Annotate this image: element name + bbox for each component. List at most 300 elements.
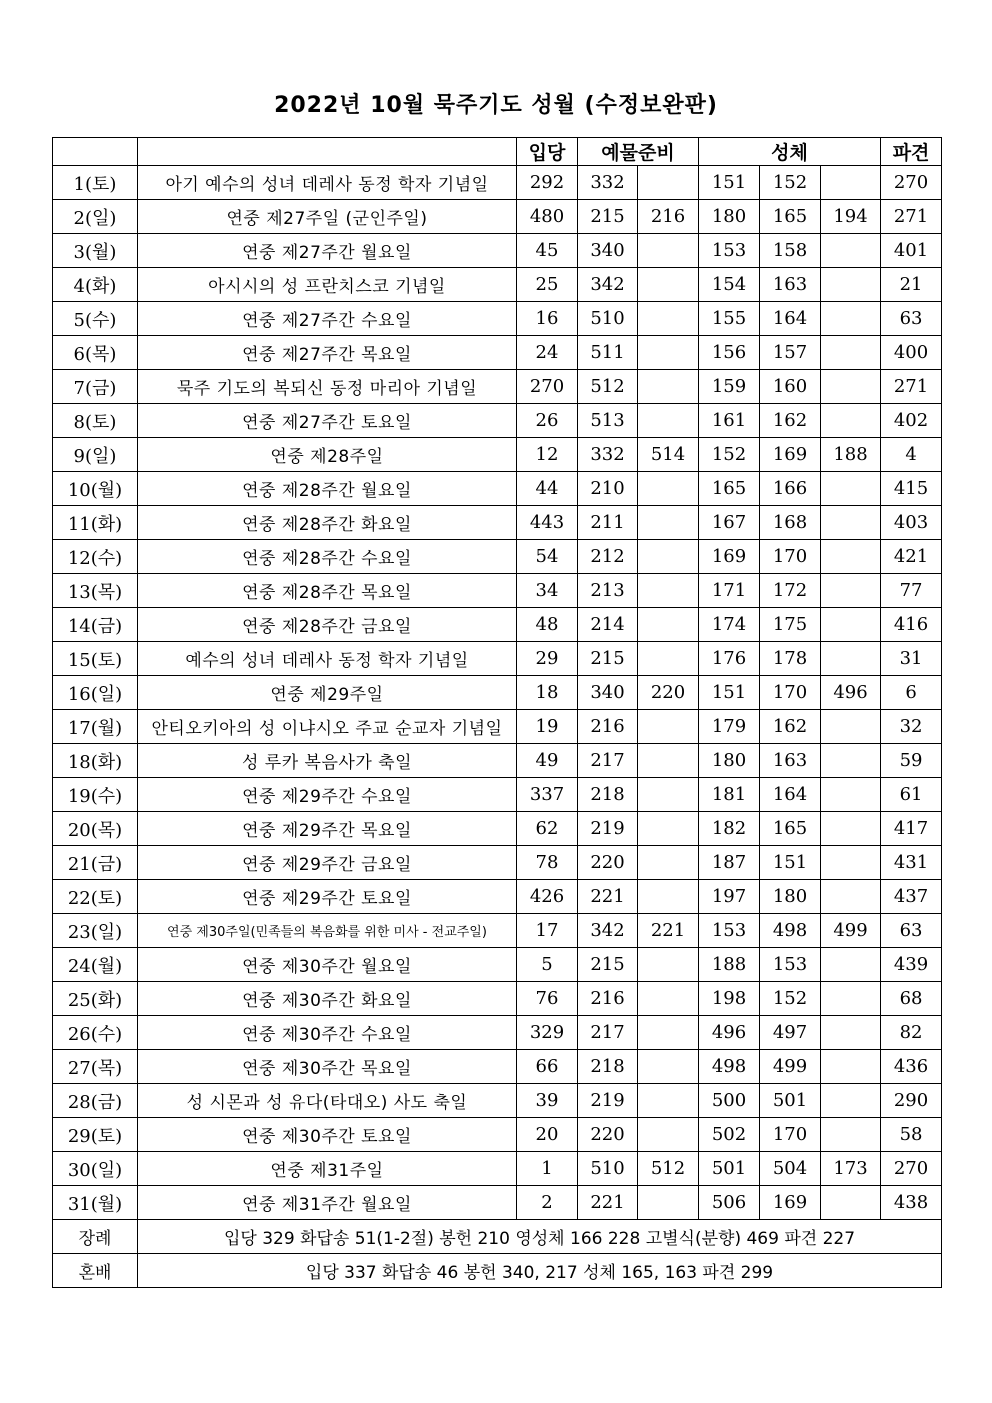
communion-3-cell — [821, 302, 881, 336]
communion-2-cell: 498 — [760, 914, 821, 948]
communion-3-cell: 496 — [821, 676, 881, 710]
celebration-cell: 연중 제31주간 월요일 — [138, 1186, 517, 1220]
communion-1-cell: 152 — [699, 438, 760, 472]
communion-2-cell: 151 — [760, 846, 821, 880]
communion-1-cell: 156 — [699, 336, 760, 370]
offertory-2-cell — [638, 574, 699, 608]
communion-3-cell — [821, 880, 881, 914]
date-cell: 13(목) — [53, 574, 138, 608]
date-cell: 10(월) — [53, 472, 138, 506]
date-cell: 16(일) — [53, 676, 138, 710]
table-row — [53, 1084, 942, 1118]
entrance-cell: 270 — [517, 370, 578, 404]
communion-1-cell: 174 — [699, 608, 760, 642]
communion-3-cell — [821, 234, 881, 268]
celebration-cell: 연중 제27주간 수요일 — [138, 302, 517, 336]
offertory-2-cell — [638, 846, 699, 880]
recessional-cell: 270 — [881, 1152, 942, 1186]
footer-row — [53, 1254, 942, 1288]
recessional-cell: 421 — [881, 540, 942, 574]
header-communion: 성체 — [699, 138, 881, 166]
communion-3-cell — [821, 642, 881, 676]
table-row — [53, 846, 942, 880]
communion-1-cell: 169 — [699, 540, 760, 574]
table-row — [53, 1186, 942, 1220]
table-row — [53, 1050, 942, 1084]
offertory-2-cell: 220 — [638, 676, 699, 710]
communion-3-cell — [821, 1118, 881, 1152]
table-body — [53, 166, 942, 1288]
celebration-cell: 연중 제29주간 금요일 — [138, 846, 517, 880]
communion-2-cell: 170 — [760, 540, 821, 574]
recessional-cell: 417 — [881, 812, 942, 846]
communion-1-cell: 155 — [699, 302, 760, 336]
celebration-cell: 연중 제29주간 수요일 — [138, 778, 517, 812]
communion-2-cell: 168 — [760, 506, 821, 540]
communion-1-cell: 161 — [699, 404, 760, 438]
communion-3-cell — [821, 1016, 881, 1050]
communion-2-cell: 166 — [760, 472, 821, 506]
header-offertory: 예물준비 — [578, 138, 699, 166]
offertory-1-cell: 340 — [578, 234, 638, 268]
table-row — [53, 948, 942, 982]
communion-2-cell: 153 — [760, 948, 821, 982]
offertory-1-cell: 511 — [578, 336, 638, 370]
entrance-cell: 66 — [517, 1050, 578, 1084]
recessional-cell: 270 — [881, 166, 942, 200]
offertory-1-cell: 219 — [578, 812, 638, 846]
entrance-cell: 76 — [517, 982, 578, 1016]
communion-3-cell — [821, 574, 881, 608]
communion-1-cell: 153 — [699, 914, 760, 948]
celebration-cell: 연중 제28주일 — [138, 438, 517, 472]
offertory-2-cell — [638, 948, 699, 982]
offertory-1-cell: 332 — [578, 166, 638, 200]
celebration-cell: 성 루카 복음사가 축일 — [138, 744, 517, 778]
offertory-1-cell: 342 — [578, 914, 638, 948]
recessional-cell: 6 — [881, 676, 942, 710]
offertory-1-cell: 217 — [578, 1016, 638, 1050]
recessional-cell: 431 — [881, 846, 942, 880]
entrance-cell: 44 — [517, 472, 578, 506]
table-row — [53, 234, 942, 268]
communion-1-cell: 167 — [699, 506, 760, 540]
entrance-cell: 12 — [517, 438, 578, 472]
offertory-2-cell — [638, 880, 699, 914]
offertory-2-cell — [638, 540, 699, 574]
offertory-2-cell — [638, 778, 699, 812]
offertory-2-cell — [638, 336, 699, 370]
date-cell: 5(수) — [53, 302, 138, 336]
table-row — [53, 200, 942, 234]
celebration-cell: 연중 제30주간 화요일 — [138, 982, 517, 1016]
date-cell: 22(토) — [53, 880, 138, 914]
celebration-cell: 연중 제27주간 토요일 — [138, 404, 517, 438]
recessional-cell: 415 — [881, 472, 942, 506]
table-row — [53, 1118, 942, 1152]
celebration-cell: 연중 제28주간 월요일 — [138, 472, 517, 506]
footer-label: 장례 — [53, 1220, 138, 1254]
date-cell: 20(목) — [53, 812, 138, 846]
offertory-1-cell: 217 — [578, 744, 638, 778]
communion-2-cell: 172 — [760, 574, 821, 608]
celebration-cell: 연중 제31주일 — [138, 1152, 517, 1186]
date-cell: 12(수) — [53, 540, 138, 574]
date-cell: 2(일) — [53, 200, 138, 234]
communion-1-cell: 182 — [699, 812, 760, 846]
communion-3-cell — [821, 1186, 881, 1220]
entrance-cell: 18 — [517, 676, 578, 710]
recessional-cell: 438 — [881, 1186, 942, 1220]
communion-3-cell — [821, 710, 881, 744]
communion-1-cell: 198 — [699, 982, 760, 1016]
entrance-cell: 5 — [517, 948, 578, 982]
table-row — [53, 880, 942, 914]
recessional-cell: 271 — [881, 200, 942, 234]
communion-3-cell — [821, 268, 881, 302]
table-row — [53, 778, 942, 812]
communion-2-cell: 165 — [760, 200, 821, 234]
recessional-cell: 31 — [881, 642, 942, 676]
recessional-cell: 401 — [881, 234, 942, 268]
offertory-1-cell: 510 — [578, 1152, 638, 1186]
date-cell: 19(수) — [53, 778, 138, 812]
table-row — [53, 710, 942, 744]
entrance-cell: 426 — [517, 880, 578, 914]
communion-2-cell: 152 — [760, 982, 821, 1016]
table-row — [53, 302, 942, 336]
date-cell: 27(목) — [53, 1050, 138, 1084]
table-row — [53, 812, 942, 846]
entrance-cell: 25 — [517, 268, 578, 302]
table-row — [53, 744, 942, 778]
date-cell: 8(토) — [53, 404, 138, 438]
recessional-cell: 436 — [881, 1050, 942, 1084]
entrance-cell: 49 — [517, 744, 578, 778]
recessional-cell: 82 — [881, 1016, 942, 1050]
date-cell: 4(화) — [53, 268, 138, 302]
offertory-1-cell: 216 — [578, 710, 638, 744]
offertory-1-cell: 510 — [578, 302, 638, 336]
communion-3-cell: 188 — [821, 438, 881, 472]
entrance-cell: 17 — [517, 914, 578, 948]
offertory-2-cell — [638, 1084, 699, 1118]
entrance-cell: 337 — [517, 778, 578, 812]
communion-3-cell: 173 — [821, 1152, 881, 1186]
celebration-cell: 연중 제30주간 목요일 — [138, 1050, 517, 1084]
offertory-1-cell: 220 — [578, 1118, 638, 1152]
communion-3-cell — [821, 506, 881, 540]
celebration-cell: 연중 제28주간 금요일 — [138, 608, 517, 642]
offertory-2-cell: 221 — [638, 914, 699, 948]
communion-3-cell — [821, 1084, 881, 1118]
communion-3-cell — [821, 404, 881, 438]
entrance-cell: 29 — [517, 642, 578, 676]
offertory-1-cell: 332 — [578, 438, 638, 472]
recessional-cell: 59 — [881, 744, 942, 778]
communion-1-cell: 496 — [699, 1016, 760, 1050]
communion-2-cell: 501 — [760, 1084, 821, 1118]
offertory-1-cell: 340 — [578, 676, 638, 710]
offertory-1-cell: 219 — [578, 1084, 638, 1118]
offertory-2-cell — [638, 234, 699, 268]
entrance-cell: 54 — [517, 540, 578, 574]
celebration-cell: 아시시의 성 프란치스코 기념일 — [138, 268, 517, 302]
offertory-2-cell — [638, 710, 699, 744]
communion-1-cell: 179 — [699, 710, 760, 744]
table-row — [53, 676, 942, 710]
recessional-cell: 58 — [881, 1118, 942, 1152]
recessional-cell: 21 — [881, 268, 942, 302]
date-cell: 26(수) — [53, 1016, 138, 1050]
communion-2-cell: 497 — [760, 1016, 821, 1050]
celebration-cell: 묵주 기도의 복되신 동정 마리아 기념일 — [138, 370, 517, 404]
communion-1-cell: 154 — [699, 268, 760, 302]
recessional-cell: 61 — [881, 778, 942, 812]
communion-2-cell: 169 — [760, 438, 821, 472]
footer-label: 혼배 — [53, 1254, 138, 1288]
offertory-2-cell — [638, 812, 699, 846]
offertory-2-cell: 216 — [638, 200, 699, 234]
communion-2-cell: 158 — [760, 234, 821, 268]
footer-text: 입당 329 화답송 51(1-2절) 봉헌 210 영성체 166 228 고별식(분향) 469 파견 227 — [138, 1220, 942, 1254]
offertory-2-cell — [638, 1050, 699, 1084]
offertory-1-cell: 218 — [578, 1050, 638, 1084]
celebration-cell: 연중 제28주간 화요일 — [138, 506, 517, 540]
recessional-cell: 63 — [881, 302, 942, 336]
offertory-1-cell: 512 — [578, 370, 638, 404]
celebration-cell: 아기 예수의 성녀 데레사 동정 학자 기념일 — [138, 166, 517, 200]
celebration-cell: 연중 제27주간 목요일 — [138, 336, 517, 370]
date-cell: 30(일) — [53, 1152, 138, 1186]
recessional-cell: 32 — [881, 710, 942, 744]
communion-2-cell: 163 — [760, 268, 821, 302]
recessional-cell: 437 — [881, 880, 942, 914]
communion-3-cell — [821, 846, 881, 880]
communion-2-cell: 164 — [760, 778, 821, 812]
table-row — [53, 982, 942, 1016]
offertory-1-cell: 216 — [578, 982, 638, 1016]
celebration-cell: 안티오키아의 성 이냐시오 주교 순교자 기념일 — [138, 710, 517, 744]
date-cell: 14(금) — [53, 608, 138, 642]
table-row — [53, 1016, 942, 1050]
communion-1-cell: 181 — [699, 778, 760, 812]
date-cell: 6(목) — [53, 336, 138, 370]
celebration-cell: 연중 제30주간 수요일 — [138, 1016, 517, 1050]
communion-3-cell — [821, 540, 881, 574]
offertory-2-cell — [638, 268, 699, 302]
table-row — [53, 472, 942, 506]
communion-3-cell — [821, 370, 881, 404]
date-cell: 31(월) — [53, 1186, 138, 1220]
date-cell: 9(일) — [53, 438, 138, 472]
recessional-cell: 402 — [881, 404, 942, 438]
date-cell: 29(토) — [53, 1118, 138, 1152]
celebration-cell: 연중 제30주일(민족들의 복음화를 위한 미사 - 전교주일) — [138, 914, 517, 948]
celebration-cell: 연중 제28주간 목요일 — [138, 574, 517, 608]
table-row — [53, 336, 942, 370]
communion-2-cell: 164 — [760, 302, 821, 336]
recessional-cell: 439 — [881, 948, 942, 982]
communion-2-cell: 170 — [760, 676, 821, 710]
offertory-2-cell — [638, 608, 699, 642]
recessional-cell: 290 — [881, 1084, 942, 1118]
communion-3-cell — [821, 608, 881, 642]
entrance-cell: 26 — [517, 404, 578, 438]
communion-1-cell: 151 — [699, 676, 760, 710]
entrance-cell: 39 — [517, 1084, 578, 1118]
communion-2-cell: 165 — [760, 812, 821, 846]
entrance-cell: 78 — [517, 846, 578, 880]
communion-1-cell: 187 — [699, 846, 760, 880]
communion-1-cell: 171 — [699, 574, 760, 608]
date-cell: 15(토) — [53, 642, 138, 676]
offertory-1-cell: 215 — [578, 948, 638, 982]
communion-1-cell: 501 — [699, 1152, 760, 1186]
communion-2-cell: 170 — [760, 1118, 821, 1152]
offertory-2-cell — [638, 370, 699, 404]
communion-1-cell: 500 — [699, 1084, 760, 1118]
hymn-schedule-table — [52, 137, 942, 1288]
offertory-2-cell — [638, 404, 699, 438]
celebration-cell: 연중 제29주일 — [138, 676, 517, 710]
entrance-cell: 20 — [517, 1118, 578, 1152]
communion-3-cell — [821, 744, 881, 778]
communion-1-cell: 498 — [699, 1050, 760, 1084]
date-cell: 24(월) — [53, 948, 138, 982]
communion-3-cell — [821, 472, 881, 506]
header-row — [53, 138, 942, 166]
header-celebration — [138, 138, 517, 166]
communion-1-cell: 506 — [699, 1186, 760, 1220]
offertory-2-cell — [638, 1186, 699, 1220]
offertory-1-cell: 342 — [578, 268, 638, 302]
offertory-1-cell: 221 — [578, 880, 638, 914]
communion-3-cell — [821, 1050, 881, 1084]
communion-2-cell: 180 — [760, 880, 821, 914]
celebration-cell: 연중 제28주간 수요일 — [138, 540, 517, 574]
recessional-cell: 403 — [881, 506, 942, 540]
offertory-2-cell — [638, 166, 699, 200]
offertory-2-cell — [638, 744, 699, 778]
recessional-cell: 400 — [881, 336, 942, 370]
table-row — [53, 404, 942, 438]
communion-1-cell: 197 — [699, 880, 760, 914]
communion-3-cell: 194 — [821, 200, 881, 234]
date-cell: 3(월) — [53, 234, 138, 268]
communion-2-cell: 504 — [760, 1152, 821, 1186]
date-cell: 23(일) — [53, 914, 138, 948]
communion-1-cell: 502 — [699, 1118, 760, 1152]
date-cell: 18(화) — [53, 744, 138, 778]
communion-1-cell: 153 — [699, 234, 760, 268]
header-date — [53, 138, 138, 166]
entrance-cell: 45 — [517, 234, 578, 268]
offertory-1-cell: 211 — [578, 506, 638, 540]
table-row — [53, 574, 942, 608]
date-cell: 11(화) — [53, 506, 138, 540]
recessional-cell: 63 — [881, 914, 942, 948]
date-cell: 21(금) — [53, 846, 138, 880]
entrance-cell: 34 — [517, 574, 578, 608]
table-row — [53, 268, 942, 302]
communion-2-cell: 175 — [760, 608, 821, 642]
communion-3-cell — [821, 778, 881, 812]
header-recessional: 파견 — [881, 138, 942, 166]
table-row — [53, 642, 942, 676]
table-row — [53, 370, 942, 404]
communion-1-cell: 159 — [699, 370, 760, 404]
communion-1-cell: 151 — [699, 166, 760, 200]
celebration-cell: 연중 제27주간 월요일 — [138, 234, 517, 268]
celebration-cell: 연중 제27주일 (군인주일) — [138, 200, 517, 234]
offertory-1-cell: 215 — [578, 200, 638, 234]
recessional-cell: 77 — [881, 574, 942, 608]
entrance-cell: 329 — [517, 1016, 578, 1050]
entrance-cell: 24 — [517, 336, 578, 370]
date-cell: 7(금) — [53, 370, 138, 404]
offertory-1-cell: 513 — [578, 404, 638, 438]
offertory-2-cell — [638, 472, 699, 506]
celebration-cell: 연중 제30주간 월요일 — [138, 948, 517, 982]
offertory-1-cell: 220 — [578, 846, 638, 880]
offertory-1-cell: 215 — [578, 642, 638, 676]
communion-2-cell: 160 — [760, 370, 821, 404]
header-entrance: 입당 — [517, 138, 578, 166]
offertory-2-cell: 512 — [638, 1152, 699, 1186]
celebration-cell: 연중 제30주간 토요일 — [138, 1118, 517, 1152]
communion-3-cell: 499 — [821, 914, 881, 948]
entrance-cell: 48 — [517, 608, 578, 642]
date-cell: 1(토) — [53, 166, 138, 200]
offertory-2-cell — [638, 1016, 699, 1050]
communion-3-cell — [821, 812, 881, 846]
table-row — [53, 438, 942, 472]
communion-1-cell: 188 — [699, 948, 760, 982]
entrance-cell: 1 — [517, 1152, 578, 1186]
date-cell: 28(금) — [53, 1084, 138, 1118]
offertory-2-cell — [638, 642, 699, 676]
footer-row — [53, 1220, 942, 1254]
table-row — [53, 166, 942, 200]
communion-1-cell: 180 — [699, 200, 760, 234]
recessional-cell: 68 — [881, 982, 942, 1016]
entrance-cell: 480 — [517, 200, 578, 234]
communion-2-cell: 152 — [760, 166, 821, 200]
table-row — [53, 608, 942, 642]
entrance-cell: 2 — [517, 1186, 578, 1220]
entrance-cell: 19 — [517, 710, 578, 744]
communion-1-cell: 180 — [699, 744, 760, 778]
offertory-2-cell — [638, 506, 699, 540]
entrance-cell: 443 — [517, 506, 578, 540]
communion-2-cell: 157 — [760, 336, 821, 370]
communion-2-cell: 163 — [760, 744, 821, 778]
celebration-cell: 성 시몬과 성 유다(타대오) 사도 축일 — [138, 1084, 517, 1118]
communion-2-cell: 499 — [760, 1050, 821, 1084]
entrance-cell: 16 — [517, 302, 578, 336]
offertory-1-cell: 213 — [578, 574, 638, 608]
recessional-cell: 416 — [881, 608, 942, 642]
offertory-2-cell: 514 — [638, 438, 699, 472]
table-row — [53, 1152, 942, 1186]
communion-2-cell: 178 — [760, 642, 821, 676]
communion-2-cell: 169 — [760, 1186, 821, 1220]
offertory-1-cell: 214 — [578, 608, 638, 642]
page-title: 2022년 10월 묵주기도 성월 (수정보완판) — [274, 93, 718, 118]
celebration-cell: 연중 제29주간 목요일 — [138, 812, 517, 846]
communion-2-cell: 162 — [760, 710, 821, 744]
